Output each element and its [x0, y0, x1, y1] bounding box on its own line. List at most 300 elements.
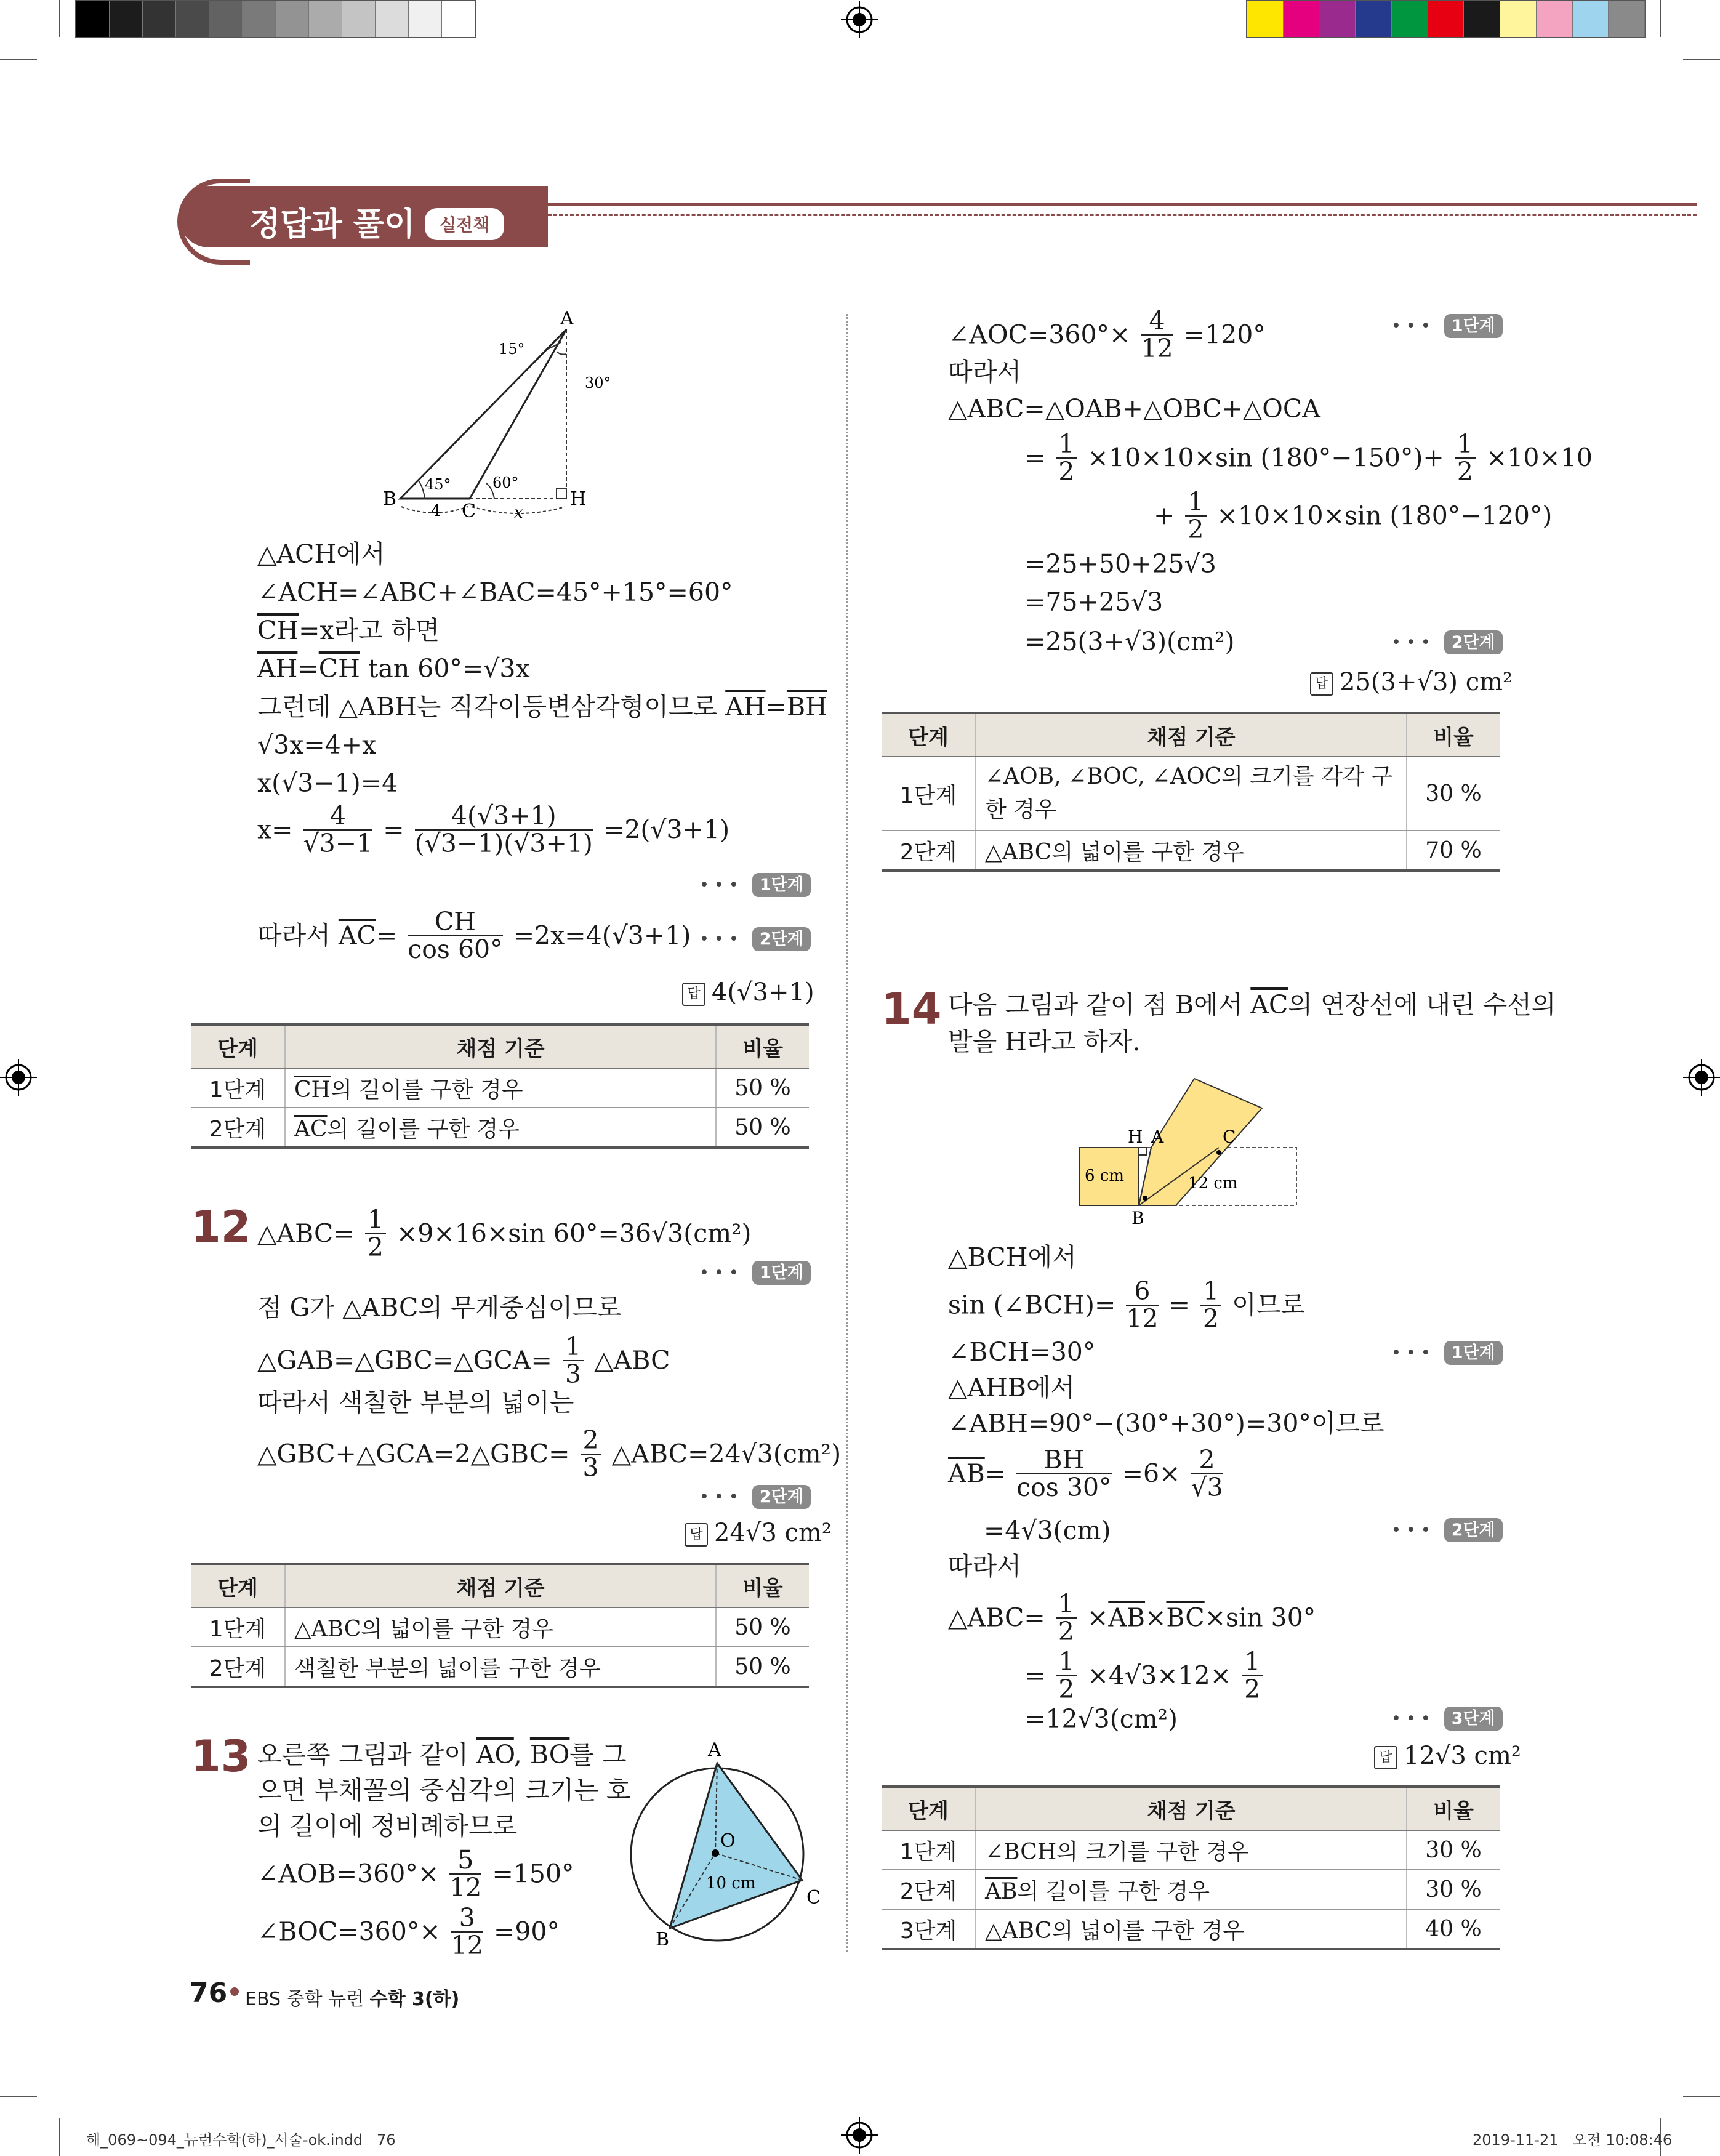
ratio-cell: 50 % [716, 1607, 809, 1647]
ratio-cell: 30 % [1407, 1830, 1500, 1870]
fraction [415, 803, 593, 857]
step-badge: 2단계 [1444, 630, 1503, 654]
fig13-label-A: A [708, 1739, 721, 1761]
p13-r-line-8: =25(3+√3)(cm²) [1024, 627, 1235, 656]
denominator: 2 [1058, 457, 1075, 487]
problem-number-12: 12 [191, 1202, 251, 1252]
step-badge: 1단계 [1444, 1341, 1503, 1365]
fig14-label-B: B [1131, 1208, 1144, 1228]
fraction [449, 1847, 481, 1901]
p11-line-9-rhs: =2x=4(√3+1) [513, 920, 691, 951]
header-arc [177, 179, 250, 265]
fraction [1126, 1278, 1158, 1332]
color-swatch [309, 1, 342, 37]
p12-line-2: 점 G가 △ABC의 무게중심이므로 [257, 1293, 622, 1322]
p12-line-5-a: △GBC+△GCA=2△GBC= [257, 1439, 570, 1469]
color-swatch [176, 1, 209, 37]
header-rule [548, 203, 1697, 206]
p12-score-table [191, 1563, 809, 1688]
p14-line-8 [948, 1447, 1226, 1501]
denominator: 12 [449, 1873, 482, 1903]
p13-line-4-b: =150° [492, 1859, 574, 1889]
fraction [1242, 1649, 1263, 1703]
fig13-label-B: B [656, 1929, 670, 1947]
fraction [365, 1207, 386, 1261]
stage-cell: 2단계 [882, 831, 976, 871]
p12-line-1-b: ×9×16×sin 60°=36√3(cm²) [396, 1218, 752, 1249]
p13-step-2 [1391, 634, 1503, 651]
fraction [303, 803, 373, 857]
step-dots: ••• [699, 1487, 744, 1506]
p13-line-1-a: 오른쪽 그림과 같이 [257, 1740, 476, 1769]
stage-cell: 3단계 [882, 1909, 976, 1949]
p11-line-3 [257, 618, 440, 643]
denominator: 3 [582, 1453, 599, 1483]
color-swatch [1500, 1, 1537, 37]
denominator: √3 [1191, 1473, 1223, 1503]
column-divider [846, 314, 848, 1952]
answer-value: 4(√3+1) [712, 978, 814, 1007]
column-header: 단계 [882, 713, 976, 757]
step-dots: ••• [699, 1263, 744, 1282]
p13-r-line-4-b: ×10×10×sin (180°−150°)+ [1087, 443, 1444, 473]
book-title-b: 수학 3(하) [369, 1989, 460, 2010]
p13-line-1 [257, 1742, 627, 1768]
p12-line-3 [257, 1333, 670, 1388]
step-dots: ••• [699, 930, 744, 949]
step-dots: ••• [699, 875, 744, 895]
header-badge: 실전책 [425, 208, 504, 240]
footer-date: 2019-11-21 오전 10:08:46 [1473, 2131, 1673, 2149]
p14-step-3 [1391, 1710, 1503, 1727]
color-swatch [376, 1, 409, 37]
p14-line-1-a: 다음 그림과 같이 점 B에서 [948, 990, 1251, 1020]
p14-line-4-b: = [1168, 1290, 1190, 1320]
criteria-cell [976, 1870, 1407, 1909]
numerator: 4 [303, 803, 373, 831]
denominator: 2 [367, 1233, 384, 1263]
fig14-label-H: H [1128, 1127, 1143, 1147]
p14-line-12 [1024, 1649, 1265, 1703]
color-swatch [1392, 1, 1428, 37]
table-row [191, 1108, 809, 1148]
p13-step-1 [1391, 318, 1503, 334]
denominator: 3 [565, 1359, 582, 1390]
book-title-a: EBS 중학 뉴런 [245, 1989, 370, 2010]
overline-CH: $\overline{CH}$ [257, 616, 299, 645]
triangle-figure-11 [382, 311, 616, 520]
p14-line-4 [948, 1278, 1305, 1332]
p13-r-line-5 [1154, 489, 1552, 543]
numerator: 4(√3+1) [415, 803, 593, 831]
fig14-label-A: A [1151, 1127, 1164, 1147]
denominator: 2 [1188, 515, 1204, 545]
p11-line-8-lhs: x= [257, 815, 293, 845]
criteria-cell [285, 1108, 716, 1148]
denominator: cos 60° [408, 935, 503, 965]
color-swatch [1356, 1, 1392, 37]
criteria-text: 의 길이를 구한 경우 [327, 1116, 520, 1142]
p13-line-4 [257, 1847, 574, 1901]
p11-line-5-text: 그런데 △ABH는 직각이등변삼각형이므로 [257, 692, 726, 722]
fraction [563, 1333, 584, 1388]
table-row [191, 1647, 809, 1687]
p11-line-4-rest: tan 60°=√3x [360, 654, 530, 683]
denominator: cos 30° [1016, 1473, 1112, 1503]
step-badge: 1단계 [752, 873, 811, 897]
fraction [1141, 308, 1173, 362]
p14-line-6: △AHB에서 [948, 1373, 1075, 1402]
circle-figure-13 [622, 1737, 825, 1947]
numerator: 5 [449, 1847, 481, 1875]
header-rule-dotted [548, 214, 1697, 216]
table-row [882, 1830, 1500, 1870]
crop-mark [59, 0, 60, 37]
criteria-cell: ∠BCH의 크기를 구한 경우 [976, 1830, 1407, 1870]
p11-line-9-eq: = [376, 920, 398, 951]
p14-line-4-a: sin (∠BCH)= [948, 1290, 1116, 1320]
p12-line-3-a: △GAB=△GBC=△GCA= [257, 1345, 552, 1375]
color-swatch [1247, 1, 1284, 37]
criteria-text: 의 길이를 구한 경우 [1017, 1878, 1210, 1904]
p14-line-12-b: ×4√3×12× [1087, 1660, 1232, 1691]
fraction [581, 1427, 601, 1481]
numerator: 1 [1056, 431, 1077, 459]
ratio-cell: 30 % [1407, 757, 1500, 831]
step-dots: ••• [1391, 1343, 1436, 1362]
numerator: 1 [1200, 1278, 1221, 1306]
step-badge: 2단계 [1444, 1518, 1503, 1542]
overline-AO: $\overline{AO}$ [476, 1740, 514, 1769]
ratio-cell: 40 % [1407, 1909, 1500, 1949]
p11-line-4-eq: = [297, 654, 319, 683]
crop-mark [0, 59, 37, 60]
color-swatch [1428, 1, 1465, 37]
p11-answer [682, 980, 814, 1006]
column-header: 비율 [1407, 1787, 1500, 1830]
table-row [882, 1909, 1500, 1949]
color-swatch [209, 1, 243, 37]
overline-BC: $\overline{BC}$ [1166, 1603, 1205, 1633]
p14-line-11-a: △ABC= [948, 1603, 1045, 1633]
column-header: 채점 기준 [285, 1564, 716, 1607]
numerator: 6 [1126, 1278, 1158, 1306]
p11-line-2: ∠ACH=∠ABC+∠BAC=45°+15°=60° [257, 577, 733, 607]
crop-mark [59, 2118, 60, 2156]
fig11-angle-60: 60° [492, 474, 519, 491]
p13-line-4-a: ∠AOB=360°× [257, 1859, 440, 1889]
denominator: 12 [1126, 1304, 1159, 1334]
criteria-cell: △ABC의 넓이를 구한 경우 [976, 831, 1407, 871]
column-header: 채점 기준 [976, 1787, 1407, 1830]
criteria-text: 의 길이를 구한 경우 [330, 1077, 523, 1103]
p11-line-8-rhs: =2(√3+1) [603, 815, 730, 845]
fraction [1016, 1447, 1111, 1501]
color-swatch [442, 1, 475, 37]
step-dots: ••• [1391, 316, 1436, 336]
numerator: 1 [1056, 1649, 1077, 1676]
table-header-row [882, 1787, 1500, 1830]
fig14-length-12: 12 cm [1188, 1174, 1238, 1193]
p14-line-3: △BCH에서 [948, 1242, 1077, 1272]
crop-mark [1683, 2096, 1720, 2097]
p14-step-1 [1391, 1345, 1503, 1361]
table-row [882, 757, 1500, 831]
numerator: 1 [1056, 1591, 1077, 1619]
p14-line-12-a: = [1024, 1660, 1046, 1691]
p12-line-1-a: △ABC= [257, 1218, 355, 1249]
p11-line-8-eq: = [383, 815, 404, 845]
p13-line-5 [257, 1905, 560, 1959]
criteria-cell [285, 1068, 716, 1108]
criteria-cell: △ABC의 넓이를 구한 경우 [285, 1607, 716, 1647]
numerator: CH [408, 909, 502, 936]
p13-r-line-7: =75+25√3 [1024, 587, 1163, 617]
p12-line-5-b: △ABC=24√3(cm²) [611, 1439, 842, 1469]
p12-step-2 [699, 1489, 811, 1505]
registration-mark-icon [841, 1, 878, 38]
footer-dot-icon [230, 1987, 239, 1996]
step-dots: ••• [1391, 633, 1436, 652]
crop-mark [1683, 59, 1720, 60]
fig14-length-6: 6 cm [1085, 1167, 1125, 1185]
column-header: 비율 [716, 1564, 809, 1607]
table-header-row [191, 1024, 809, 1068]
step-badge: 2단계 [752, 1485, 811, 1509]
p13-r-line-3: △ABC=△OAB+△OBC+△OCA [948, 394, 1320, 424]
numerator: 3 [451, 1905, 483, 1933]
p13-r-line-1 [948, 308, 1266, 362]
table-row [882, 1870, 1500, 1909]
overline-AB: $\overline{AB}$ [985, 1878, 1018, 1904]
numerator: 2 [581, 1427, 601, 1455]
numerator: 2 [1191, 1447, 1223, 1474]
fraction [451, 1905, 483, 1959]
overline-CH: $\overline{CH}$ [294, 1077, 331, 1103]
fraction [1455, 431, 1476, 485]
ratio-cell: 50 % [716, 1647, 809, 1687]
stage-cell: 1단계 [882, 1830, 976, 1870]
criteria-cell: 색칠한 부분의 넓이를 구한 경우 [285, 1647, 716, 1687]
fig11-label-C: C [462, 501, 476, 520]
ratio-cell: 30 % [1407, 1870, 1500, 1909]
p14-line-5: ∠BCH=30° [948, 1337, 1096, 1367]
overline-BH: $\overline{BH}$ [786, 692, 827, 722]
fig11-label-H: H [570, 488, 587, 510]
gray-swatch-bar [75, 0, 476, 38]
color-swatch [1284, 1, 1320, 37]
overline-AC: $\overline{AC}$ [1250, 990, 1288, 1020]
p11-line-9 [257, 909, 691, 963]
column-header: 채점 기준 [976, 713, 1407, 757]
color-swatch-bar [1246, 0, 1646, 38]
problem-number-13: 13 [191, 1731, 251, 1782]
page-title: 정답과 풀이 [249, 206, 416, 243]
fraction [1185, 489, 1206, 543]
answer-mark-icon: 답 [682, 983, 705, 1006]
p11-line-7: x(√3−1)=4 [257, 768, 398, 798]
overline-CH: $\overline{CH}$ [318, 654, 360, 683]
p13-r-line-1-b: =120° [1183, 320, 1266, 350]
step-dots: ••• [1391, 1521, 1436, 1540]
table-header-row [191, 1564, 809, 1607]
fig11-angle-15: 15° [499, 340, 525, 358]
p13-r-line-4-c: ×10×10 [1485, 443, 1593, 473]
denominator: 12 [451, 1931, 483, 1961]
answer-value: 24√3 cm² [714, 1519, 832, 1547]
stage-cell: 1단계 [191, 1068, 285, 1108]
p14-line-7: ∠ABH=90°−(30°+30°)=30°이므로 [948, 1409, 1384, 1438]
column-header: 단계 [191, 1564, 285, 1607]
registration-mark-icon [841, 2117, 878, 2154]
p14-answer [1374, 1744, 1521, 1769]
p14-line-11-b: × [1087, 1603, 1109, 1633]
p11-step-2 [699, 931, 811, 947]
step-badge: 1단계 [1444, 314, 1503, 338]
denominator: 2 [1457, 457, 1473, 487]
fig13-length: 10 cm [706, 1874, 756, 1893]
ratio-cell: 70 % [1407, 831, 1500, 871]
denominator: √3−1 [303, 829, 373, 859]
answer-value: 12√3 cm² [1404, 1742, 1521, 1770]
overline-BO: $\overline{BO}$ [529, 1740, 570, 1769]
p14-line-1 [948, 992, 1556, 1018]
color-swatch [1609, 1, 1645, 37]
p11-step-1 [699, 877, 811, 893]
column-header: 비율 [1407, 713, 1500, 757]
fig11-label-B: B [383, 488, 397, 510]
fig11-length-x: x [514, 504, 523, 520]
fig11-angle-45: 45° [425, 476, 451, 493]
p14-line-11 [948, 1591, 1316, 1645]
fraction [1200, 1278, 1221, 1332]
denominator: 2 [1202, 1304, 1220, 1334]
numerator: 1 [563, 1333, 584, 1361]
fraction [1056, 1649, 1077, 1703]
page-number: 76 [190, 1977, 228, 2009]
ratio-cell: 50 % [716, 1068, 809, 1108]
p13-line-5-a: ∠BOC=360°× [257, 1917, 441, 1947]
p12-step-1 [699, 1265, 811, 1281]
p12-answer [685, 1521, 832, 1547]
column-header: 채점 기준 [285, 1024, 716, 1068]
p11-line-5 [257, 694, 827, 720]
p14-line-2: 발을 H라고 하자. [948, 1027, 1141, 1056]
overline-AB: $\overline{AB}$ [1108, 1603, 1146, 1633]
numerator: BH [1016, 1447, 1111, 1474]
color-swatch [243, 1, 276, 37]
stage-cell: 1단계 [882, 757, 976, 831]
answer-mark-icon: 답 [685, 1523, 708, 1547]
p13-r-line-1-a: ∠AOC=360°× [948, 320, 1131, 350]
p13-line-1-c: , [513, 1740, 530, 1769]
p14-line-8-eq: = [984, 1458, 1007, 1489]
p14-line-8-c: =6× [1122, 1458, 1181, 1489]
crop-mark [1660, 0, 1661, 37]
p12-line-5 [257, 1427, 841, 1481]
numerator: 1 [1242, 1649, 1263, 1676]
stage-cell: 2단계 [191, 1647, 285, 1687]
problem-number-14: 14 [882, 984, 942, 1034]
denominator: 2 [1244, 1675, 1261, 1705]
table-row [191, 1068, 809, 1108]
color-swatch [1464, 1, 1500, 37]
book-title [245, 1984, 459, 2011]
p11-line-8 [257, 803, 729, 857]
column-header: 비율 [716, 1024, 809, 1068]
overline-AH: $\overline{AH}$ [725, 692, 766, 722]
overline-AH: $\overline{AH}$ [257, 654, 298, 683]
p13-line-1-e: 를 그 [569, 1740, 627, 1769]
p13-r-line-6: =25+50+25√3 [1024, 549, 1216, 579]
p11-line-9-text: 따라서 [257, 920, 339, 951]
column-header: 단계 [191, 1024, 285, 1068]
ratio-cell: 50 % [716, 1108, 809, 1148]
color-swatch [276, 1, 309, 37]
p14-line-13: =12√3(cm²) [1024, 1704, 1178, 1734]
p13-r-line-4-a: = [1024, 443, 1046, 473]
crop-mark [0, 2096, 37, 2097]
denominator: 12 [1141, 334, 1173, 364]
p11-line-4 [257, 656, 530, 682]
denominator: 2 [1058, 1617, 1074, 1647]
p12-line-1 [257, 1207, 752, 1261]
answer-mark-icon: 답 [1310, 672, 1333, 696]
denominator: (√3−1)(√3+1) [414, 829, 593, 859]
color-swatch [143, 1, 176, 37]
numerator: 4 [1141, 308, 1173, 336]
stage-cell: 1단계 [191, 1607, 285, 1647]
p13-answer [1310, 670, 1513, 696]
fraction [1056, 1591, 1077, 1645]
p14-line-10: 따라서 [948, 1551, 1021, 1581]
p14-line-4-c: 이므로 [1232, 1290, 1305, 1320]
stage-cell: 2단계 [882, 1870, 976, 1909]
color-swatch [76, 1, 110, 37]
p12-line-3-b: △ABC [594, 1345, 670, 1375]
p11-line-3-text: =x라고 하면 [299, 616, 440, 645]
overline-AC: $\overline{AC}$ [338, 920, 376, 951]
step-dots: ••• [1391, 1709, 1436, 1728]
overline-AB: $\overline{AB}$ [948, 1458, 985, 1489]
p14-line-11-f: ×sin 30° [1204, 1603, 1316, 1633]
p11-line-6: √3x=4+x [257, 730, 377, 760]
answer-value: 25(3+√3) cm² [1340, 668, 1513, 696]
p13-r-line-5-a: + [1154, 501, 1175, 531]
p11-score-table [191, 1023, 809, 1149]
fig14-label-C: C [1223, 1127, 1236, 1147]
table-header-row [882, 713, 1500, 757]
table-row [882, 831, 1500, 871]
fig11-label-A: A [560, 311, 574, 329]
numerator: 1 [1185, 489, 1206, 517]
p13-line-3: 의 길이에 정비례하므로 [257, 1811, 518, 1841]
p11-line-1: △ACH에서 [257, 539, 385, 569]
color-swatch [1537, 1, 1573, 37]
numerator: 1 [1455, 431, 1476, 459]
footer-file-name: 해_069~094_뉴런수학(하)_서술-ok.indd 76 [86, 2131, 396, 2149]
color-swatch [1319, 1, 1356, 37]
fraction [408, 909, 502, 963]
p13-r-line-2: 따라서 [948, 357, 1021, 387]
color-swatch [409, 1, 442, 37]
fraction [1191, 1447, 1223, 1501]
p13-line-5-b: =90° [493, 1917, 560, 1947]
criteria-cell: ∠AOB, ∠BOC, ∠AOC의 크기를 각각 구한 경우 [976, 757, 1407, 831]
numerator: 1 [365, 1207, 386, 1234]
step-badge: 3단계 [1444, 1707, 1503, 1731]
fig13-label-O: O [720, 1830, 736, 1852]
